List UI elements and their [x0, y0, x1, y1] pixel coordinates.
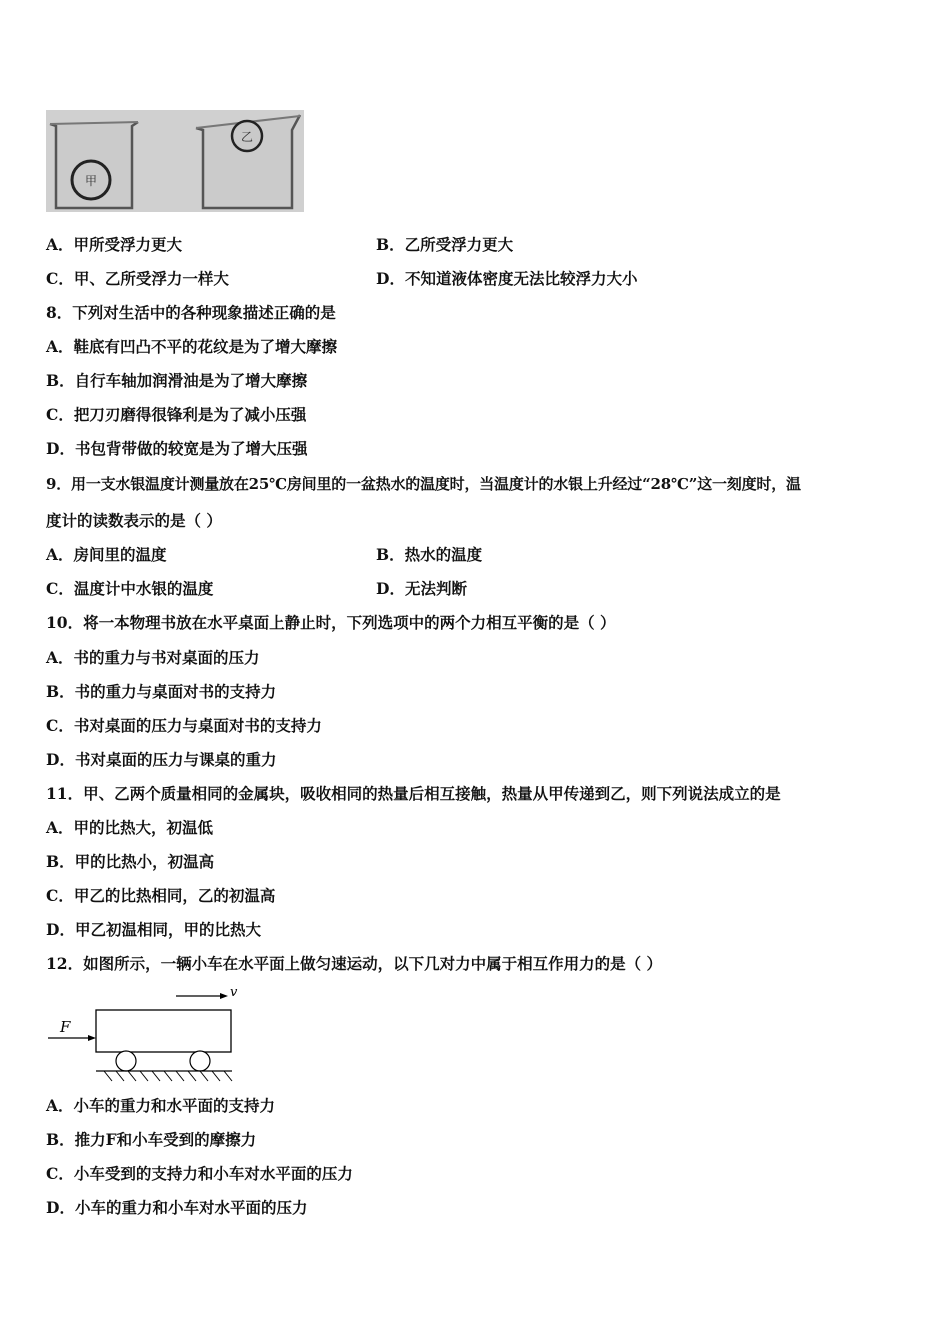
q10-stem: 10．将一本物理书放在水平桌面上静止时，下列选项中的两个力相互平衡的是（ ） [46, 613, 616, 632]
q8-option-c: C．把刀刃磨得很锋利是为了减小压强 [46, 405, 307, 424]
q9-option-b: B．热水的温度 [376, 545, 483, 564]
ball-a-label: 甲 [84, 174, 98, 188]
q9-option-d: D．无法判断 [376, 579, 467, 598]
q9-stem-line2: 度计的读数表示的是（ ） [46, 511, 222, 530]
q7-option-b: B．乙所受浮力更大 [376, 235, 514, 254]
q9-option-c: C．温度计中水银的温度 [46, 579, 214, 598]
q11-option-b: B．甲的比热小，初温高 [46, 852, 215, 871]
q12-option-b: B．推力F和小车受到的摩擦力 [46, 1130, 257, 1149]
force-label: F [60, 1018, 71, 1036]
q10-option-b: B．书的重力与桌面对书的支持力 [46, 682, 277, 701]
q9-stem-line1: 9．用一支水银温度计测量放在25℃房间里的一盆热水的温度时，当温度计的水银上升经过“28℃”这一刻度时，温 [46, 475, 801, 493]
q12-option-a: A．小车的重力和水平面的支持力 [46, 1096, 276, 1115]
q8-stem: 8．下列对生活中的各种现象描述正确的是 [46, 303, 336, 322]
cart-figure [44, 984, 244, 1088]
q7-option-a: A．甲所受浮力更大 [46, 235, 183, 254]
q12-option-c: C．小车受到的支持力和小车对水平面的压力 [46, 1164, 353, 1183]
beakers-illustration [46, 110, 304, 212]
q8-option-a: A．鞋底有凹凸不平的花纹是为了增大摩擦 [46, 337, 338, 356]
q10-option-c: C．书对桌面的压力与桌面对书的支持力 [46, 716, 322, 735]
q8-option-d: D．书包背带做的较宽是为了增大压强 [46, 439, 308, 458]
ground-hatching [104, 1071, 232, 1081]
q11-stem: 11．甲、乙两个质量相同的金属块，吸收相同的热量后相互接触，热量从甲传递到乙，则下列说法成立的是 [46, 784, 781, 803]
q11-option-c: C．甲乙的比热相同，乙的初温高 [46, 886, 276, 905]
cart-body [96, 1010, 231, 1052]
q11-option-a: A．甲的比热大，初温低 [46, 818, 214, 837]
q12-option-d: D．小车的重力和小车对水平面的压力 [46, 1198, 308, 1217]
beakers-figure [46, 110, 304, 212]
ball-b-label: 乙 [240, 130, 254, 144]
q10-option-d: D．书对桌面的压力与课桌的重力 [46, 750, 277, 769]
q8-option-b: B．自行车轴加润滑油是为了增大摩擦 [46, 371, 308, 390]
q7-option-c: C．甲、乙所受浮力一样大 [46, 269, 229, 288]
q7-option-d: D．不知道液体密度无法比较浮力大小 [376, 269, 638, 288]
q10-option-a: A．书的重力与书对桌面的压力 [46, 648, 260, 667]
wheel-left [116, 1051, 136, 1071]
q9-option-a: A．房间里的温度 [46, 545, 167, 564]
velocity-label: v [230, 985, 238, 1000]
q11-option-d: D．甲乙初温相同，甲的比热大 [46, 920, 261, 939]
q12-stem: 12．如图所示，一辆小车在水平面上做匀速运动，以下几对力中属于相互作用力的是（ ） [46, 954, 662, 973]
wheel-right [190, 1051, 210, 1071]
cart-diagram [44, 984, 244, 1088]
